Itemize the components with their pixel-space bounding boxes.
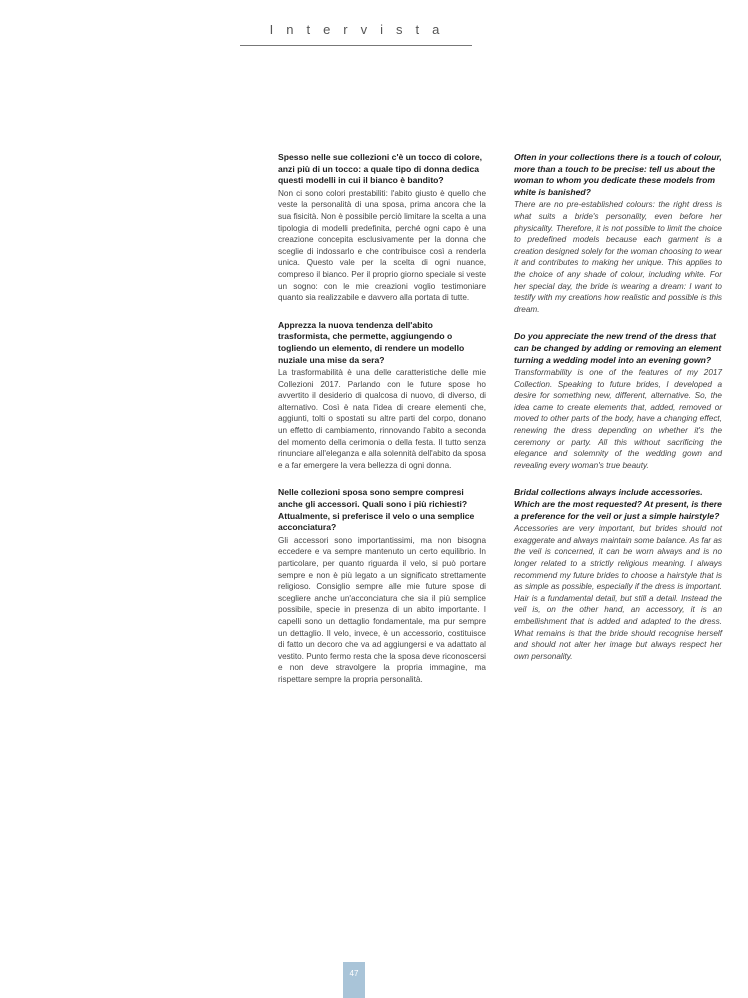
header-divider	[240, 45, 472, 46]
question-text: Spesso nelle sue collezioni c'è un tocco di colore, anzi più di un tocco: a quale tipo di donna dedica questi modelli in cui il bianco è bandito?	[278, 152, 483, 186]
italian-column	[278, 152, 486, 702]
answer-text: Non ci sono colori prestabiliti: l'abito giusto è quello che veste la personalità di una sposa, prima ancora che la sua fisicità. Non è possibile perciò limitare la scelta a una tipologia di modelli predefinita, perché ogni capo è una creazione concepita esclusivamente per la donna che sceglie di indossarlo e che contribuisce così a renderla unica. Questo vale per la scelta di ogni nuance, compreso il bianco. Per il proprio giorno speciale si veste un sogno: con le mie creazioni voglio testimoniare quanto sia realizzabile e davvero alla portata di tutte.	[278, 188, 486, 303]
page-number-badge	[343, 962, 365, 998]
qa-block	[514, 331, 722, 471]
answer-text: Transformability is one of the features of my 2017 Collection. Speaking to future brides, I developed a desire for something new, different, alternative. So, the idea came to create elements that, added, removed or moved to other parts of the body, have a changing effect, renewing the dress depending on whether it's the ceremony or party. All this without sacrificing the elegance and solemnity of the wedding gown and revealing every woman's true beauty.	[514, 368, 722, 470]
answer-text: La trasformabilità è una delle caratteristiche delle mie Collezioni 2017. Parlando con le future spose ho avvertito il desiderio di qualcosa di nuovo, di diverso, di alternativo. Così è nata l'idea di creare elementi che, aggiunti, tolti o spostati su altre parti del corpo, donano un effetto di cambiamento, rinnovando l'abito a seconda del momento della cerimonia o della festa. Il tutto senza rinunciare all'eleganza e alla solennità dell'abito da sposa e a far emergere la vera bellezza di ogni donna.	[278, 368, 486, 470]
english-column	[514, 152, 722, 702]
question-text: Bridal collections always include accessories. Which are the most requested? At present, is there a preference for the veil or just a simple hairstyle?	[514, 487, 722, 521]
question-text: Do you appreciate the new trend of the dress that can be changed by adding or removing an element turning a wedding model into an evening gown?	[514, 331, 722, 365]
qa-block	[514, 152, 722, 315]
page-header	[240, 22, 472, 46]
section-title: Intervista	[269, 22, 453, 37]
question-text: Apprezza la nuova tendenza dell'abito trasformista, che permette, aggiungendo o togliendo un elemento, di rendere un modello nuziale una mise da sera?	[278, 319, 465, 365]
qa-block	[514, 487, 722, 662]
answer-text: Gli accessori sono importantissimi, ma non bisogna eccedere e va sempre mantenuto un certo equilibrio. In particolare, per quanto riguarda il velo, si può portare sempre e non è più legato a un significato strettamente religioso. Consiglio sempre alle mie future spose di scegliere anche un'acconciatura che sia il più semplice possibile, specie in presenza di un abito importante. I capelli sono un dettaglio fondamentale, ma pur sempre un dettaglio. Il velo, invece, è un accessorio, costituisce di fatto un decoro che va ad aggiungersi e va adattato al vestito. Punto fermo resta che la sposa deve riconoscersi e non deve stravolgere la propria immagine, ma rispettare sempre la propria personalità.	[278, 535, 486, 684]
page-number: 47	[349, 969, 359, 978]
question-text: Nelle collezioni sposa sono sempre compresi anche gli accessori. Quali sono i più richiesti? Attualmente, si preferisce il velo o una semplice acconciatura?	[278, 487, 475, 533]
qa-block	[278, 152, 486, 304]
article-columns	[278, 152, 722, 702]
question-text: Often in your collections there is a touch of colour, more than a touch to be precise: tell us about the woman to whom you dedicate these models from white is banished?	[514, 152, 722, 197]
answer-text: There are no pre-established colours: the right dress is what suits a bride's personality, even before her physicality. Therefore, it is not possible to limit the choice to predefined models because each garment is a creation designed solely for the woman choosing to wear it and contributes to making her unique. This applies to the choice of any shade of colour, including white. For her special day, the bride is wearing a dream: I want to testify with my creations how realistic and possible is this dream.	[514, 200, 722, 314]
qa-block	[278, 487, 486, 685]
qa-block	[278, 320, 486, 472]
answer-text: Accessories are very important, but brides should not exaggerate and always maintain some balance. As far as the veil is concerned, it can be worn always and is no longer related to a strictly religious meaning. I always recommend my future brides to choose a hairstyle that is as simple as possible, especially if the dress is important. Hair is a fundamental detail, but still a detail. Instead the veil is, on the other hand, an accessory, it is an embellishment that is added and adapted to the dress. What remains is that the bride should recognise herself and should not alter her image but always respect her own personality.	[514, 524, 722, 661]
